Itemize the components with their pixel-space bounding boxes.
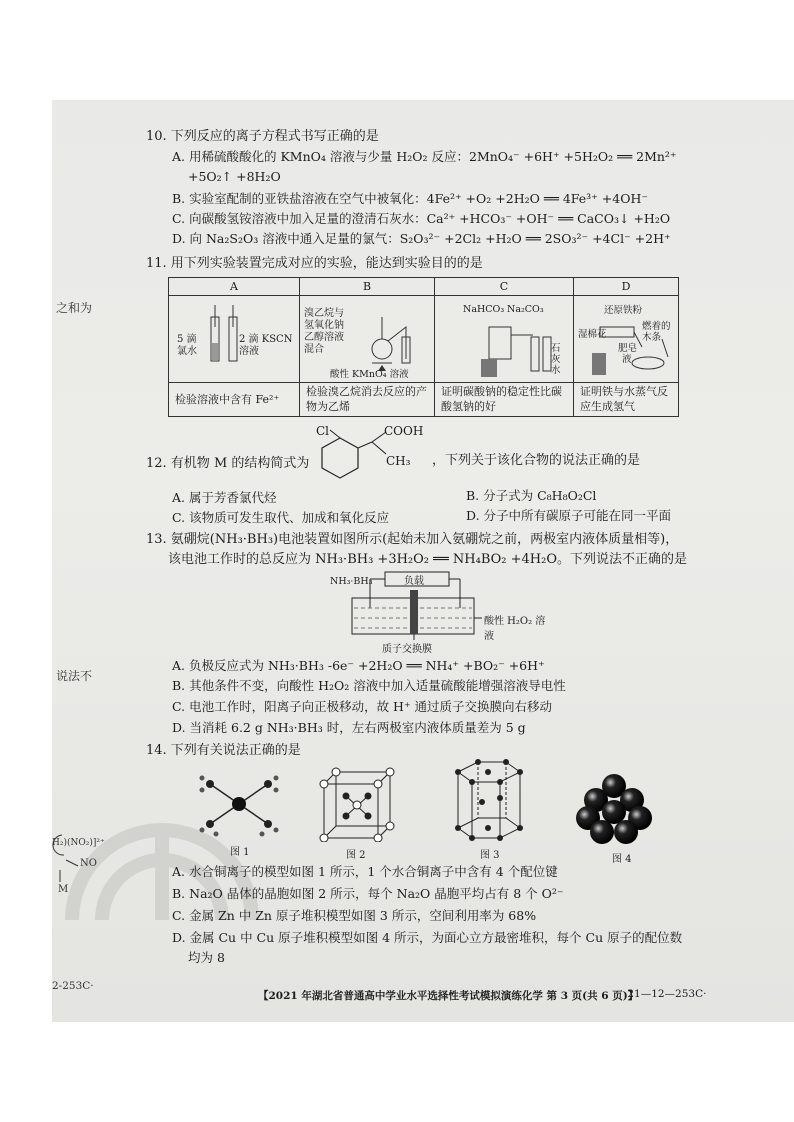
q11-apparatus-b (300, 296, 435, 383)
structure-ch3: CH₃ (386, 454, 411, 468)
apparatus-c-right-1: 石 (551, 343, 561, 355)
apparatus-c-right-2: 灰 (551, 354, 561, 366)
cell-label-load: 负载 (404, 576, 424, 587)
q14-option-d: D. 金属 Cu 中 Cu 原子堆积模型如图 4 所示，为面心立方最密堆积，每个 Cu 原子的配位数 (172, 930, 683, 945)
q10-option-b: B. 实验室配制的亚铁盐溶液在空气中被氧化：4Fe²⁺ +O₂ +2H₂O ══ 4Fe³⁺ +4OH⁻ (172, 191, 648, 206)
q11-header-d: D (574, 278, 679, 296)
q11-table (168, 277, 679, 417)
side-note-top: 之和为 (56, 301, 93, 315)
q12-option-a: A. 属于芳香氯代烃 (172, 490, 277, 505)
figure-4-caption: 图 4 (612, 854, 632, 865)
q14-option-a: A. 水合铜离子的模型如图 1 所示，1 个水合铜离子中含有 4 个配位键 (172, 864, 558, 879)
page-footer-title: 【2021 年湖北省普通高中学业水平选择性考试模拟演练化学 第 3 页(共 6 页)】 (258, 990, 639, 1002)
apparatus-a-right-2: 溶液 (239, 346, 259, 358)
q10-option-a-cont: +5O₂↑ +8H₂O (188, 169, 281, 184)
q13-option-a: A. 负极反应式为 NH₃·BH₃ -6e⁻ +2H₂O ══ NH₄⁺ +BO₂⁻ +6H⁺ (172, 658, 545, 673)
q11-purpose-a: 检验溶液中含有 Fe²⁺ (169, 382, 300, 416)
apparatus-b-left-1: 溴乙烷与 (304, 308, 344, 320)
side-note-mid: 说法不 (56, 669, 93, 683)
q11-header-c: C (435, 278, 574, 296)
q11-apparatus-a (169, 296, 300, 383)
q10-option-c: C. 向碳酸氢铵溶液中加入足量的澄清石灰水：Ca²⁺ +HCO₃⁻ +OH⁻ ══ CaCO₃↓ +H₂O (172, 211, 671, 226)
side-note-no: NO (80, 858, 97, 869)
figure-1-caption: 图 1 (230, 847, 250, 858)
q11-apparatus-c (435, 296, 574, 383)
q10-option-d: D. 向 Na₂S₂O₃ 溶液中通入足量的氯气：S₂O₃²⁻ +2Cl₂ +H₂O ══ 2SO₃²⁻ +4Cl⁻ +2H⁺ (172, 231, 671, 246)
structure-cooh: COOH (384, 424, 424, 438)
q13-cell-diagram (330, 568, 550, 654)
apparatus-c-label-1: NaHCO₃ (463, 304, 505, 316)
apparatus-a-left-2: 氯水 (177, 346, 197, 358)
side-note-formula: H₂)(NO₂)]²⁺ (52, 838, 105, 848)
apparatus-d-left: 湿棉花 (578, 329, 607, 341)
apparatus-d-right-2: 木条 (642, 332, 662, 344)
side-note-m: M (58, 884, 69, 895)
q13-option-d: D. 当消耗 6.2 g NH₃·BH₃ 时，左右两极室内液体质量差为 5 g (172, 720, 526, 735)
page-footer-code: ·21—12—253C· (624, 988, 707, 1000)
q12-option-d: D. 分子中所有碳原子可能在同一平面 (466, 508, 672, 523)
apparatus-c-label-2: Na₂CO₃ (507, 304, 544, 316)
q11-purpose-c: 证明碳酸钠的稳定性比碳酸氢钠的好 (435, 382, 574, 416)
q10-stem: 10. 下列反应的离子方程式书写正确的是 (146, 129, 379, 144)
q13-option-c: C. 电池工作时，阳离子向正极移动，故 H⁺ 通过质子交换膜向右移动 (172, 699, 553, 714)
figure-3-caption: 图 3 (480, 850, 500, 861)
q12-stem-a: 12. 有机物 M 的结构简式为 (146, 456, 310, 471)
q11-header-b: B (300, 278, 435, 296)
q11-apparatus-d (574, 296, 679, 383)
q11-stem: 11. 用下列实验装置完成对应的实验，能达到实验目的的是 (146, 256, 483, 271)
q11-purpose-b: 检验溴乙烷消去反应的产物为乙烯 (300, 382, 435, 416)
apparatus-c-right-3: 水 (551, 365, 561, 377)
apparatus-b-left-3: 乙醇溶液 (304, 332, 344, 344)
q12-structure (310, 424, 430, 480)
figure-2-drawing (316, 766, 396, 842)
q11-header-a: A (169, 278, 300, 296)
apparatus-b-left-4: 混合 (304, 344, 324, 356)
figure-3-drawing (448, 758, 528, 844)
figure-4-drawing (576, 772, 652, 846)
q13-stem-2: 该电池工作时的总反应为 NH₃·BH₃ +3H₂O₂ ══ NH₄BO₂ +4H₂O。下列说法不正确的是 (168, 552, 688, 567)
q12-stem-b: ，下列关于该化合物的说法正确的是 (432, 453, 641, 468)
apparatus-b-left-2: 氢氧化钠 (304, 320, 344, 332)
apparatus-d-right-1: 燃着的 (642, 321, 671, 333)
apparatus-a-left-1: 5 滴 (177, 334, 197, 346)
apparatus-a-right-1: 2 滴 KSCN (239, 334, 293, 346)
cell-label-membrane: 质子交换膜 (382, 644, 432, 655)
q12-option-c: C. 该物质可发生取代、加成和氧化反应 (172, 510, 390, 525)
apparatus-d-mid-2: 液 (622, 354, 632, 366)
q14-option-d-cont: 均为 8 (188, 950, 225, 965)
side-code-bottom: 2-253C· (52, 980, 94, 992)
apparatus-d-top: 还原铁粉 (604, 305, 643, 317)
structure-cl: Cl (316, 424, 330, 438)
q11-purpose-d: 证明铁与水蒸气反应生成氢气 (574, 382, 679, 416)
side-arrow-sketch (52, 830, 92, 890)
q14-stem: 14. 下列有关说法正确的是 (146, 743, 301, 758)
apparatus-b-right: 酸性 KMnO₄ 溶液 (330, 369, 409, 381)
figure-1-drawing (196, 770, 282, 838)
q14-option-b: B. Na₂O 晶体的晶胞如图 2 所示，每个 Na₂O 晶胞平均占有 8 个 O²⁻ (172, 886, 564, 901)
cell-label-solution: 酸性 H₂O₂ 溶液 (484, 616, 546, 642)
cell-label-nh3bh3: NH₃·BH₃ (330, 576, 373, 587)
apparatus-d-mid-1: 肥皂 (618, 343, 638, 355)
q12-option-b: B. 分子式为 C₈H₈O₂Cl (466, 488, 597, 503)
q10-option-a: A. 用稀硫酸酸化的 KMnO₄ 溶液与少量 H₂O₂ 反应：2MnO₄⁻ +6H⁺ +5H₂O₂ ══ 2Mn²⁺ (172, 149, 677, 164)
q14-option-c: C. 金属 Zn 中 Zn 原子堆积模型如图 3 所示，空间利用率为 68% (172, 908, 537, 923)
figure-2-caption: 图 2 (346, 850, 366, 861)
q13-option-b: B. 其他条件不变，向酸性 H₂O₂ 溶液中加入适量硫酸能增强溶液导电性 (172, 678, 566, 693)
q13-stem-1: 13. 氨硼烷(NH₃·BH₃)电池装置如图所示(起始未加入氨硼烷之前，两极室内液体质量相等)， (146, 532, 679, 547)
